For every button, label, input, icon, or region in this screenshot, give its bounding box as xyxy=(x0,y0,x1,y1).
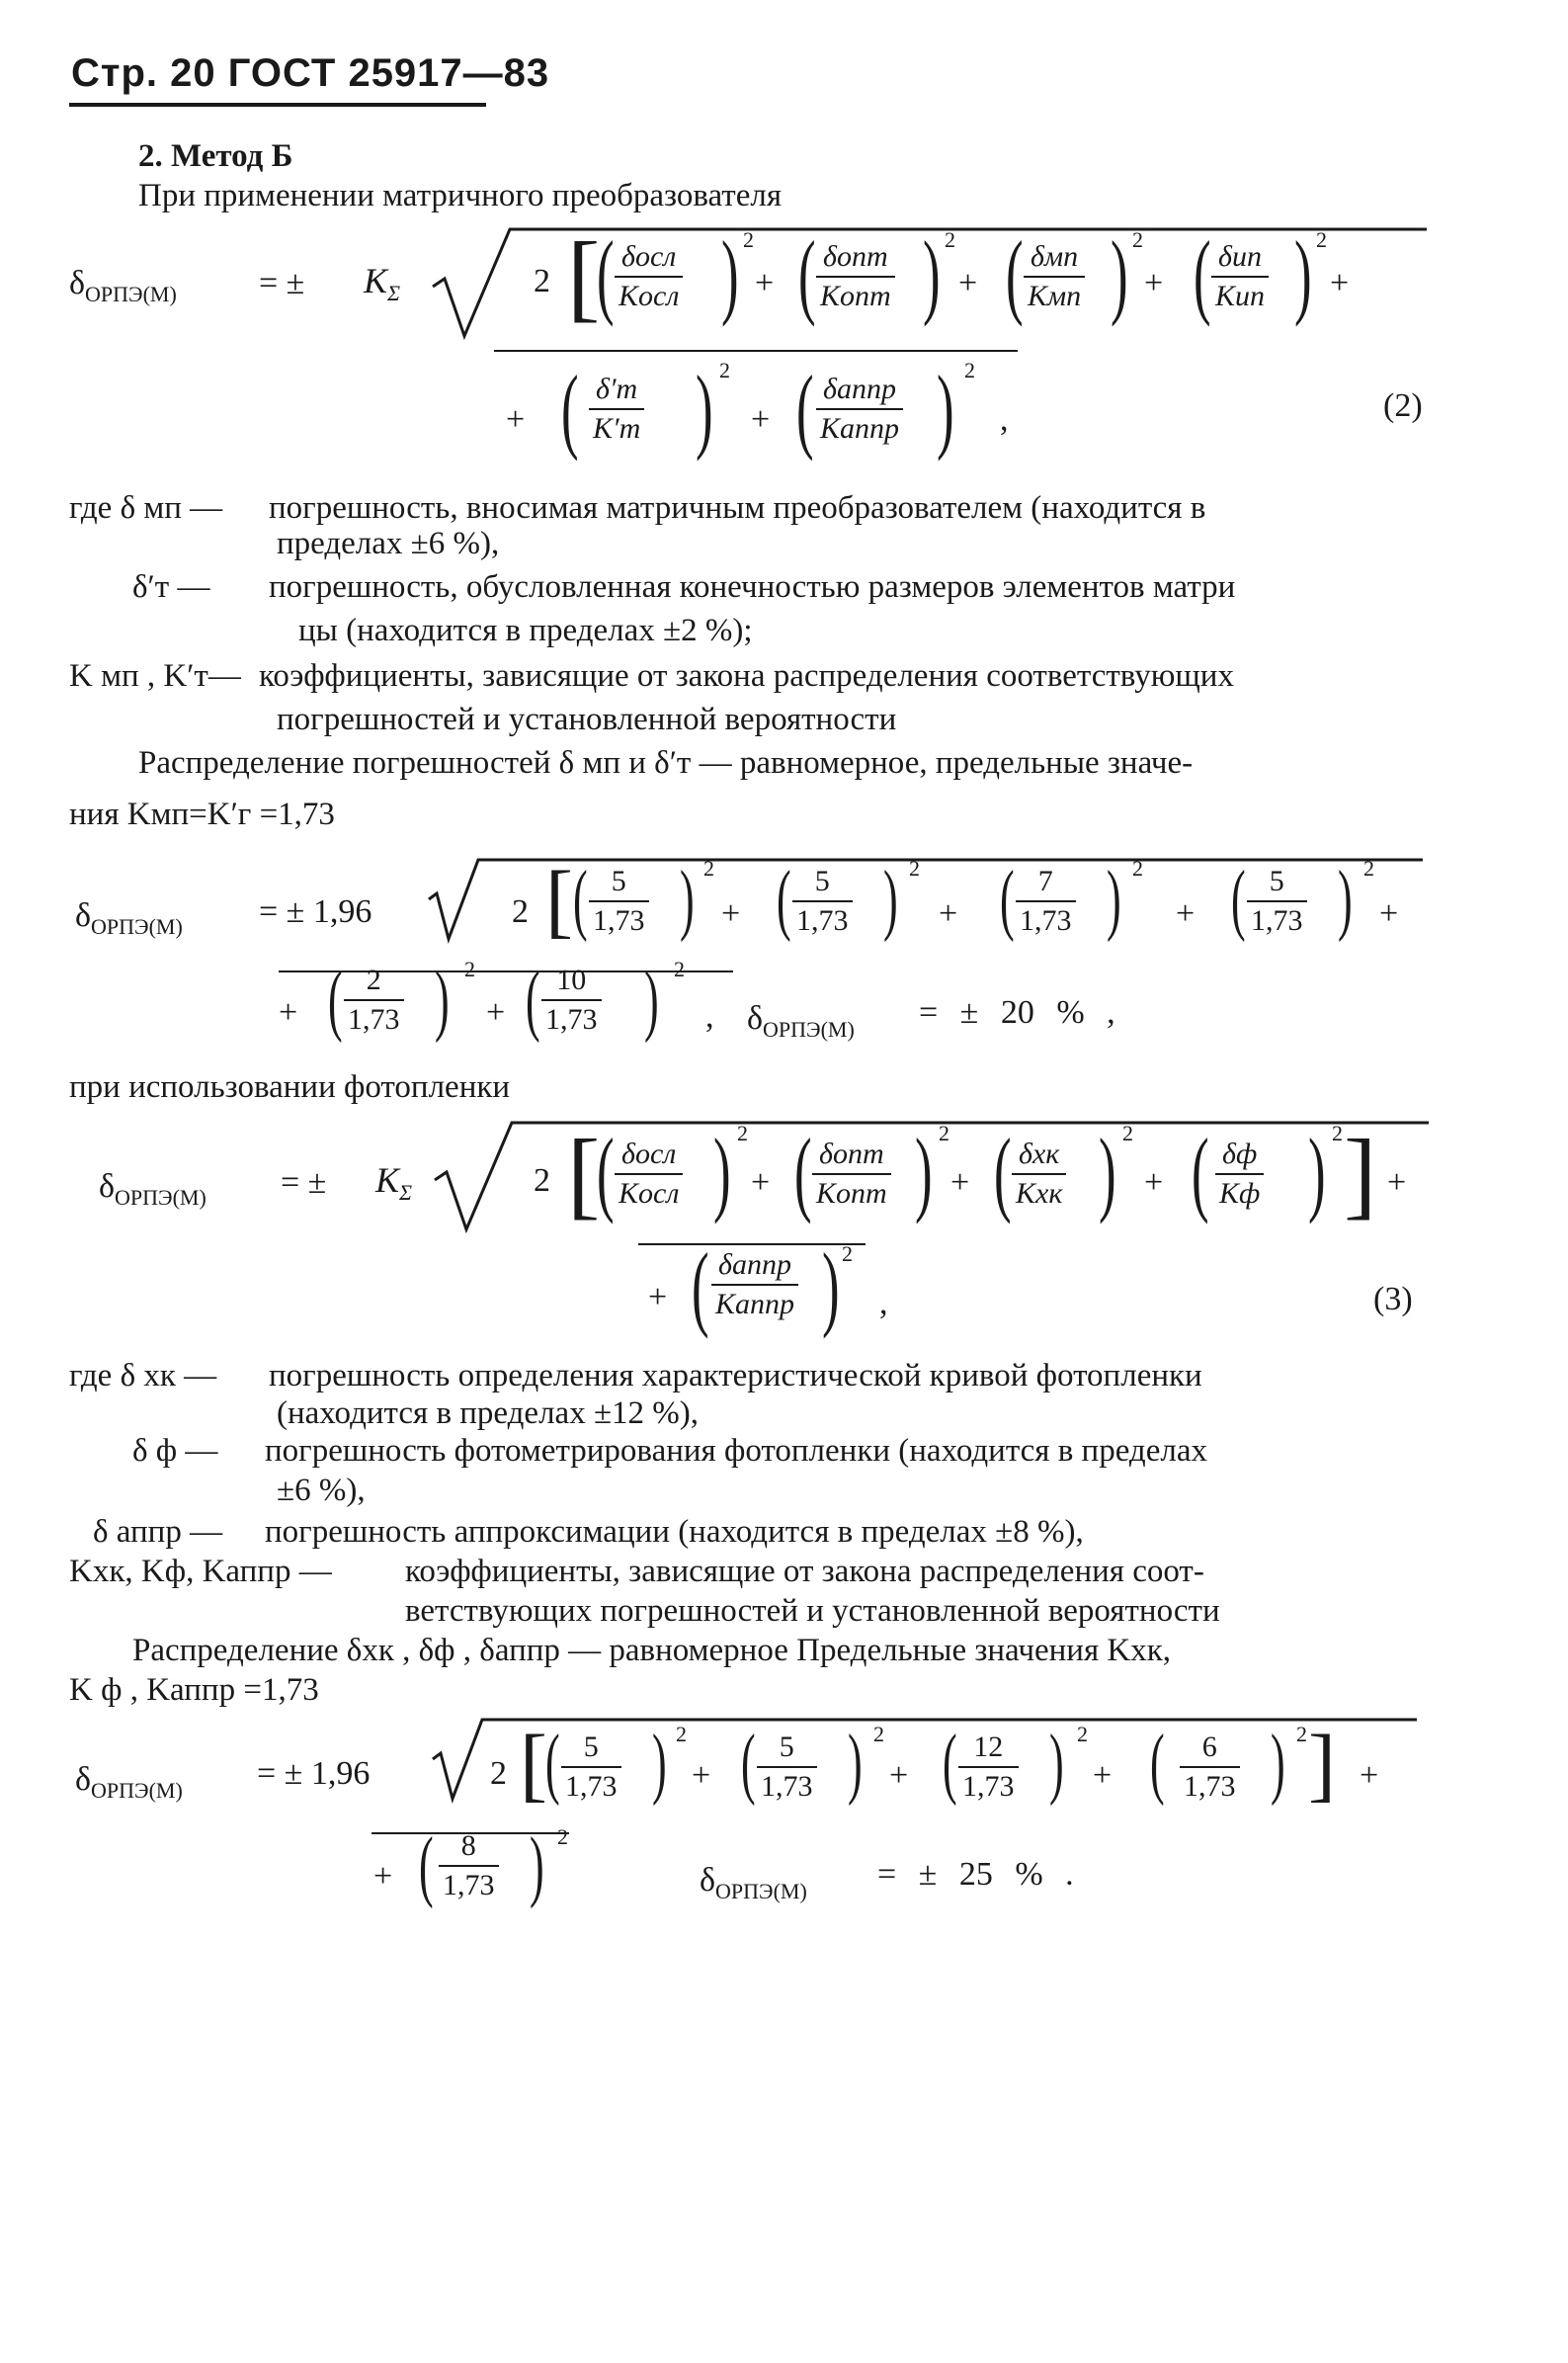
formula3-eq: = ± xyxy=(281,1164,327,1201)
exponent: 2 xyxy=(842,1241,853,1266)
paren-close: ) xyxy=(883,856,898,943)
paren-open: ( xyxy=(526,957,540,1044)
paren-close: ) xyxy=(721,221,739,327)
paren-open: ( xyxy=(1006,221,1024,327)
fraction: δф Kф xyxy=(1215,1139,1264,1209)
open-bracket: [ xyxy=(567,1119,601,1228)
formula2-eq: = ± xyxy=(259,265,305,301)
fraction: 7 1,73 xyxy=(1016,866,1076,936)
plus-sign: + xyxy=(1176,895,1196,932)
plus-sign: + xyxy=(506,401,526,438)
calc1-eq: = ± 1,96 xyxy=(259,893,372,930)
def-text: погрешность, обусловленная конечностью размеров элементов матри xyxy=(269,569,1236,605)
exponent: 2 xyxy=(1122,1121,1133,1145)
paren-close: ) xyxy=(696,356,713,462)
paren-open: ( xyxy=(794,1119,812,1224)
paren-close: ) xyxy=(435,957,450,1044)
plus-sign: + xyxy=(755,265,775,301)
plus-sign: + xyxy=(1360,1757,1379,1794)
exponent: 2 xyxy=(1316,227,1327,252)
def-symbol: где δ мп — xyxy=(69,490,223,526)
formula2-two: 2 xyxy=(534,263,550,299)
plus-sign: + xyxy=(373,1858,393,1895)
calc1-result: $\delta_{ОРПЭ(М)}$ xyxy=(747,1000,855,1042)
paren-open: ( xyxy=(328,957,343,1044)
equation-number-2: (2) xyxy=(1383,387,1423,424)
fraction: δ′т K′т xyxy=(589,374,644,444)
paren-open: ( xyxy=(994,1119,1012,1224)
paren-open: ( xyxy=(597,221,615,327)
exponent: 2 xyxy=(945,227,955,252)
paren-close: ) xyxy=(1271,1720,1285,1807)
paren-close: ) xyxy=(1308,1119,1326,1224)
formula3-two: 2 xyxy=(534,1162,550,1199)
page-header: Стр. 20 ГОСТ 25917—83 xyxy=(71,51,550,95)
paren-open: ( xyxy=(1150,1720,1165,1807)
def-text: цы (находится в пределах ±2 %); xyxy=(298,613,753,648)
calc1-two: 2 xyxy=(512,893,529,930)
def-text: ±6 %), xyxy=(277,1473,366,1508)
paren-close: ) xyxy=(1049,1720,1064,1807)
open-bracket: [ xyxy=(545,855,573,947)
plus-sign: + xyxy=(1379,895,1399,932)
plus-sign: + xyxy=(1144,1164,1164,1201)
comma: , xyxy=(879,1285,888,1321)
exponent: 2 xyxy=(1132,856,1143,881)
exponent: 2 xyxy=(719,358,730,382)
paren-open: ( xyxy=(1000,856,1015,943)
plus-sign: + xyxy=(1330,265,1350,301)
def-text: коэффициенты, зависящие от закона распределения соот- xyxy=(405,1554,1204,1589)
paren-open: ( xyxy=(741,1720,756,1807)
calc2-result: $\delta_{ОРПЭ(М)}$ xyxy=(700,1862,807,1903)
def-text: погрешность определения характеристической кривой фотопленки xyxy=(269,1358,1202,1393)
paren-open: ( xyxy=(419,1822,434,1909)
paren-open: ( xyxy=(796,356,814,462)
comma: , xyxy=(1000,401,1009,438)
calc2-eq: = ± 1,96 xyxy=(257,1755,371,1792)
plus-sign: + xyxy=(1387,1164,1407,1201)
def-symbol: Kхк, Kф, Kаппр — xyxy=(69,1554,332,1589)
film-intro-text: при использовании фотопленки xyxy=(69,1069,511,1105)
exponent: 2 xyxy=(743,227,754,252)
calc2-result-value: = ± 25 % . xyxy=(877,1856,1074,1893)
plus-sign: + xyxy=(751,1164,771,1201)
fraction: δосл Kосл xyxy=(615,241,683,311)
fraction: 10 1,73 xyxy=(541,965,602,1035)
fraction: 5 1,73 xyxy=(1247,866,1307,936)
exponent: 2 xyxy=(703,856,714,881)
paren-close: ) xyxy=(937,356,954,462)
distribution-text-2: Распределение δхк , δф , δаппр — равномерное Предельные значения Kхк, xyxy=(132,1633,1171,1668)
paren-open: ( xyxy=(1231,856,1246,943)
radical-overline-line2 xyxy=(494,350,1018,352)
exponent: 2 xyxy=(964,358,975,382)
exponent: 2 xyxy=(1077,1722,1088,1746)
formula2-lhs: $\delta_{ОРПЭ(М)}$ xyxy=(69,265,177,306)
comma: , xyxy=(705,998,714,1035)
intro-text: При применении матричного преобразователя xyxy=(138,178,783,213)
fraction: 5 1,73 xyxy=(589,866,649,936)
exponent: 2 xyxy=(674,957,685,981)
fraction: δаппр Kаппр xyxy=(816,374,903,444)
paren-close: ) xyxy=(1111,221,1128,327)
plus-sign: + xyxy=(279,994,298,1031)
exponent: 2 xyxy=(1363,856,1374,881)
exponent: 2 xyxy=(1132,227,1143,252)
exponent: 2 xyxy=(557,1824,568,1849)
paren-close: ) xyxy=(822,1233,840,1339)
exponent: 2 xyxy=(737,1121,748,1145)
paren-close: ) xyxy=(652,1720,667,1807)
fraction: δаппр Kаппр xyxy=(711,1249,798,1319)
paren-close: ) xyxy=(848,1720,863,1807)
paren-open: ( xyxy=(777,856,791,943)
calc2-two: 2 xyxy=(490,1755,507,1792)
formula2-k: $K_\Sigma$ xyxy=(364,261,401,305)
paren-open: ( xyxy=(573,856,588,943)
def-text: коэффициенты, зависящие от закона распределения соответствующих xyxy=(259,658,1234,694)
calc1-lhs: $\delta_{ОРПЭ(М)}$ xyxy=(75,897,183,939)
exponent: 2 xyxy=(464,957,475,981)
open-bracket: [ xyxy=(567,221,601,331)
paren-open: ( xyxy=(545,1720,560,1807)
paren-close: ) xyxy=(644,957,659,1044)
def-text: погрешностей и установленной вероятности xyxy=(277,702,897,737)
plus-sign: + xyxy=(692,1757,711,1794)
def-symbol: δ ф — xyxy=(132,1433,218,1469)
fraction: 5 1,73 xyxy=(792,866,853,936)
exponent: 2 xyxy=(1332,1121,1343,1145)
fraction: 5 1,73 xyxy=(561,1731,621,1802)
paren-close: ) xyxy=(1338,856,1353,943)
exponent: 2 xyxy=(873,1722,884,1746)
paren-close: ) xyxy=(713,1119,731,1224)
def-text: погрешность, вносимая матричным преобразователем (находится в xyxy=(269,490,1206,526)
fraction: 5 1,73 xyxy=(757,1731,817,1802)
fraction: δосл Kосл xyxy=(615,1139,683,1209)
def-symbol: δ′т — xyxy=(132,569,210,605)
fraction: δхк Kхк xyxy=(1012,1139,1066,1209)
fraction: 12 1,73 xyxy=(958,1731,1019,1802)
paren-open: ( xyxy=(1194,221,1211,327)
plus-sign: + xyxy=(1144,265,1164,301)
paren-close: ) xyxy=(915,1119,933,1224)
fraction: δопт Kопт xyxy=(812,1139,891,1209)
paren-close: ) xyxy=(680,856,695,943)
fraction: 8 1,73 xyxy=(439,1830,499,1900)
exponent: 2 xyxy=(939,1121,949,1145)
fraction: 6 1,73 xyxy=(1180,1731,1240,1802)
plus-sign: + xyxy=(958,265,978,301)
section-title: 2. Метод Б xyxy=(138,138,293,174)
calc2-lhs: $\delta_{ОРПЭ(М)}$ xyxy=(75,1761,183,1803)
fraction: δопт Kопт xyxy=(816,241,895,311)
def-symbol: δ аппр — xyxy=(93,1514,223,1550)
close-bracket: ] xyxy=(1344,1119,1377,1228)
plus-sign: + xyxy=(751,401,771,438)
calc1-result-value: = ± 20 % , xyxy=(919,994,1115,1031)
paren-close: ) xyxy=(1099,1119,1116,1224)
paren-open: ( xyxy=(798,221,816,327)
exponent: 2 xyxy=(676,1722,687,1746)
distribution-text-2b: K ф , Kаппр =1,73 xyxy=(69,1672,319,1708)
plus-sign: + xyxy=(486,994,506,1031)
paren-open: ( xyxy=(1192,1119,1209,1224)
def-text: (находится в пределах ±12 %), xyxy=(277,1395,700,1431)
plus-sign: + xyxy=(648,1279,668,1315)
def-text: погрешность фотометрирования фотопленки (находится в пределах xyxy=(265,1433,1207,1469)
def-text: пределах ±6 %), xyxy=(277,526,500,561)
plus-sign: + xyxy=(950,1164,970,1201)
equation-number-3: (3) xyxy=(1373,1281,1413,1317)
formula3-k: $K_\Sigma$ xyxy=(375,1160,413,1205)
formula3-lhs: $\delta_{ОРПЭ(М)}$ xyxy=(99,1168,206,1210)
def-symbol: где δ хк — xyxy=(69,1358,217,1393)
plus-sign: + xyxy=(1093,1757,1113,1794)
paren-open: ( xyxy=(943,1720,957,1807)
paren-close: ) xyxy=(1294,221,1312,327)
paren-open: ( xyxy=(597,1119,615,1224)
paren-open: ( xyxy=(692,1233,709,1339)
paren-close: ) xyxy=(1107,856,1121,943)
fraction: 2 1,73 xyxy=(344,965,404,1035)
fraction: δип Kип xyxy=(1211,241,1269,311)
def-text: погрешность аппроксимации (находится в пределах ±8 %), xyxy=(265,1514,1084,1550)
paren-close: ) xyxy=(530,1822,544,1909)
exponent: 2 xyxy=(909,856,920,881)
close-bracket: ] xyxy=(1308,1719,1336,1811)
distribution-text-1b: ния Kмп=K′г =1,73 xyxy=(69,797,335,832)
plus-sign: + xyxy=(889,1757,909,1794)
plus-sign: + xyxy=(939,895,958,932)
open-bracket: [ xyxy=(520,1719,547,1811)
exponent: 2 xyxy=(1296,1722,1307,1746)
paren-close: ) xyxy=(923,221,941,327)
distribution-text-1: Распределение погрешностей δ мп и δ′т — равномерное, предельные значе- xyxy=(138,745,1194,781)
paren-open: ( xyxy=(561,356,579,462)
fraction: δмп Kмп xyxy=(1024,241,1085,311)
def-symbol: K мп , K′т— xyxy=(69,658,241,694)
def-text: ветствующих погрешностей и установленной вероятности xyxy=(405,1593,1220,1629)
header-rule xyxy=(69,103,486,107)
plus-sign: + xyxy=(721,895,741,932)
